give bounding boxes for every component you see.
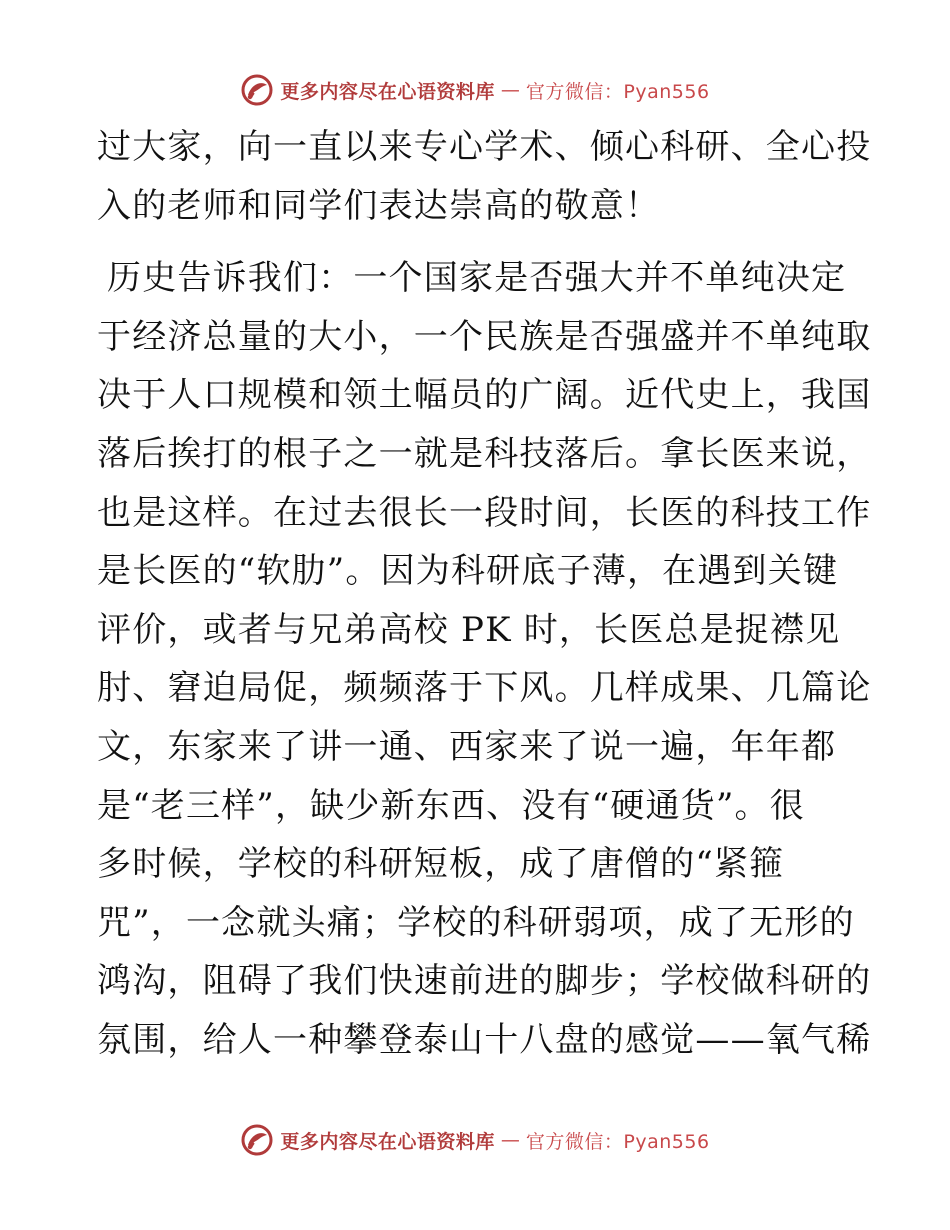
banner-site-text: 更多内容尽在心语资料库 bbox=[280, 80, 495, 103]
footer-banner bbox=[0, 1120, 950, 1160]
paragraph-1 bbox=[97, 118, 872, 235]
text-line: 是“老三样”，缺少新东西、没有“硬通货”。很 bbox=[97, 785, 805, 826]
paragraph-2 bbox=[97, 249, 872, 1069]
banner-site-text: 更多内容尽在心语资料库 bbox=[280, 1130, 495, 1153]
text-line: 多时候，学校的科研短板，成了唐僧的“紧箍 bbox=[97, 844, 785, 885]
text-line: 评价，或者与兄弟高校 PK 时，长医总是捉襟见 bbox=[97, 609, 841, 650]
banner-wechat-text: 官方微信：Pyan556 bbox=[525, 1130, 710, 1153]
banner-separator: — bbox=[500, 79, 520, 101]
text-line: 文，东家来了讲一通、西家来了说一遍，年年都 bbox=[97, 726, 837, 767]
banner-wechat-text: 官方微信：Pyan556 bbox=[525, 80, 710, 103]
banner-separator: — bbox=[500, 1129, 520, 1151]
text-line: 入的老师和同学们表达崇高的敬意！ bbox=[97, 185, 661, 226]
text-line: 落后挨打的根子之一就是科技落后。拿长医来说， bbox=[97, 433, 872, 474]
text-line: 决于人口规模和领土幅员的广阔。近代史上，我国 bbox=[97, 375, 872, 416]
text-line: 过大家，向一直以来专心学术、倾心科研、全心投 bbox=[97, 127, 872, 167]
text-line: 氛围，给人一种攀登泰山十八盘的感觉——氧气稀 bbox=[97, 1019, 872, 1060]
logo-icon bbox=[240, 1123, 274, 1157]
text-line: 历史告诉我们：一个国家是否强大并不单纯决定 bbox=[107, 258, 847, 299]
text-line: 于经济总量的大小，一个民族是否强盛并不单纯取 bbox=[97, 316, 872, 357]
logo-icon bbox=[240, 73, 274, 107]
text-line: 肘、窘迫局促，频频落于下风。几样成果、几篇论 bbox=[97, 668, 872, 709]
header-banner bbox=[0, 70, 950, 110]
document-body bbox=[97, 118, 872, 1070]
text-line: 是长医的“软肋”。因为科研底子薄，在遇到关键 bbox=[97, 551, 839, 592]
text-line: 也是这样。在过去很长一段时间，长医的科技工作 bbox=[97, 492, 872, 533]
text-line: 咒”，一念就头痛；学校的科研弱项，成了无形的 bbox=[97, 902, 855, 943]
text-line: 鸿沟，阻碍了我们快速前进的脚步；学校做科研的 bbox=[97, 961, 872, 1002]
